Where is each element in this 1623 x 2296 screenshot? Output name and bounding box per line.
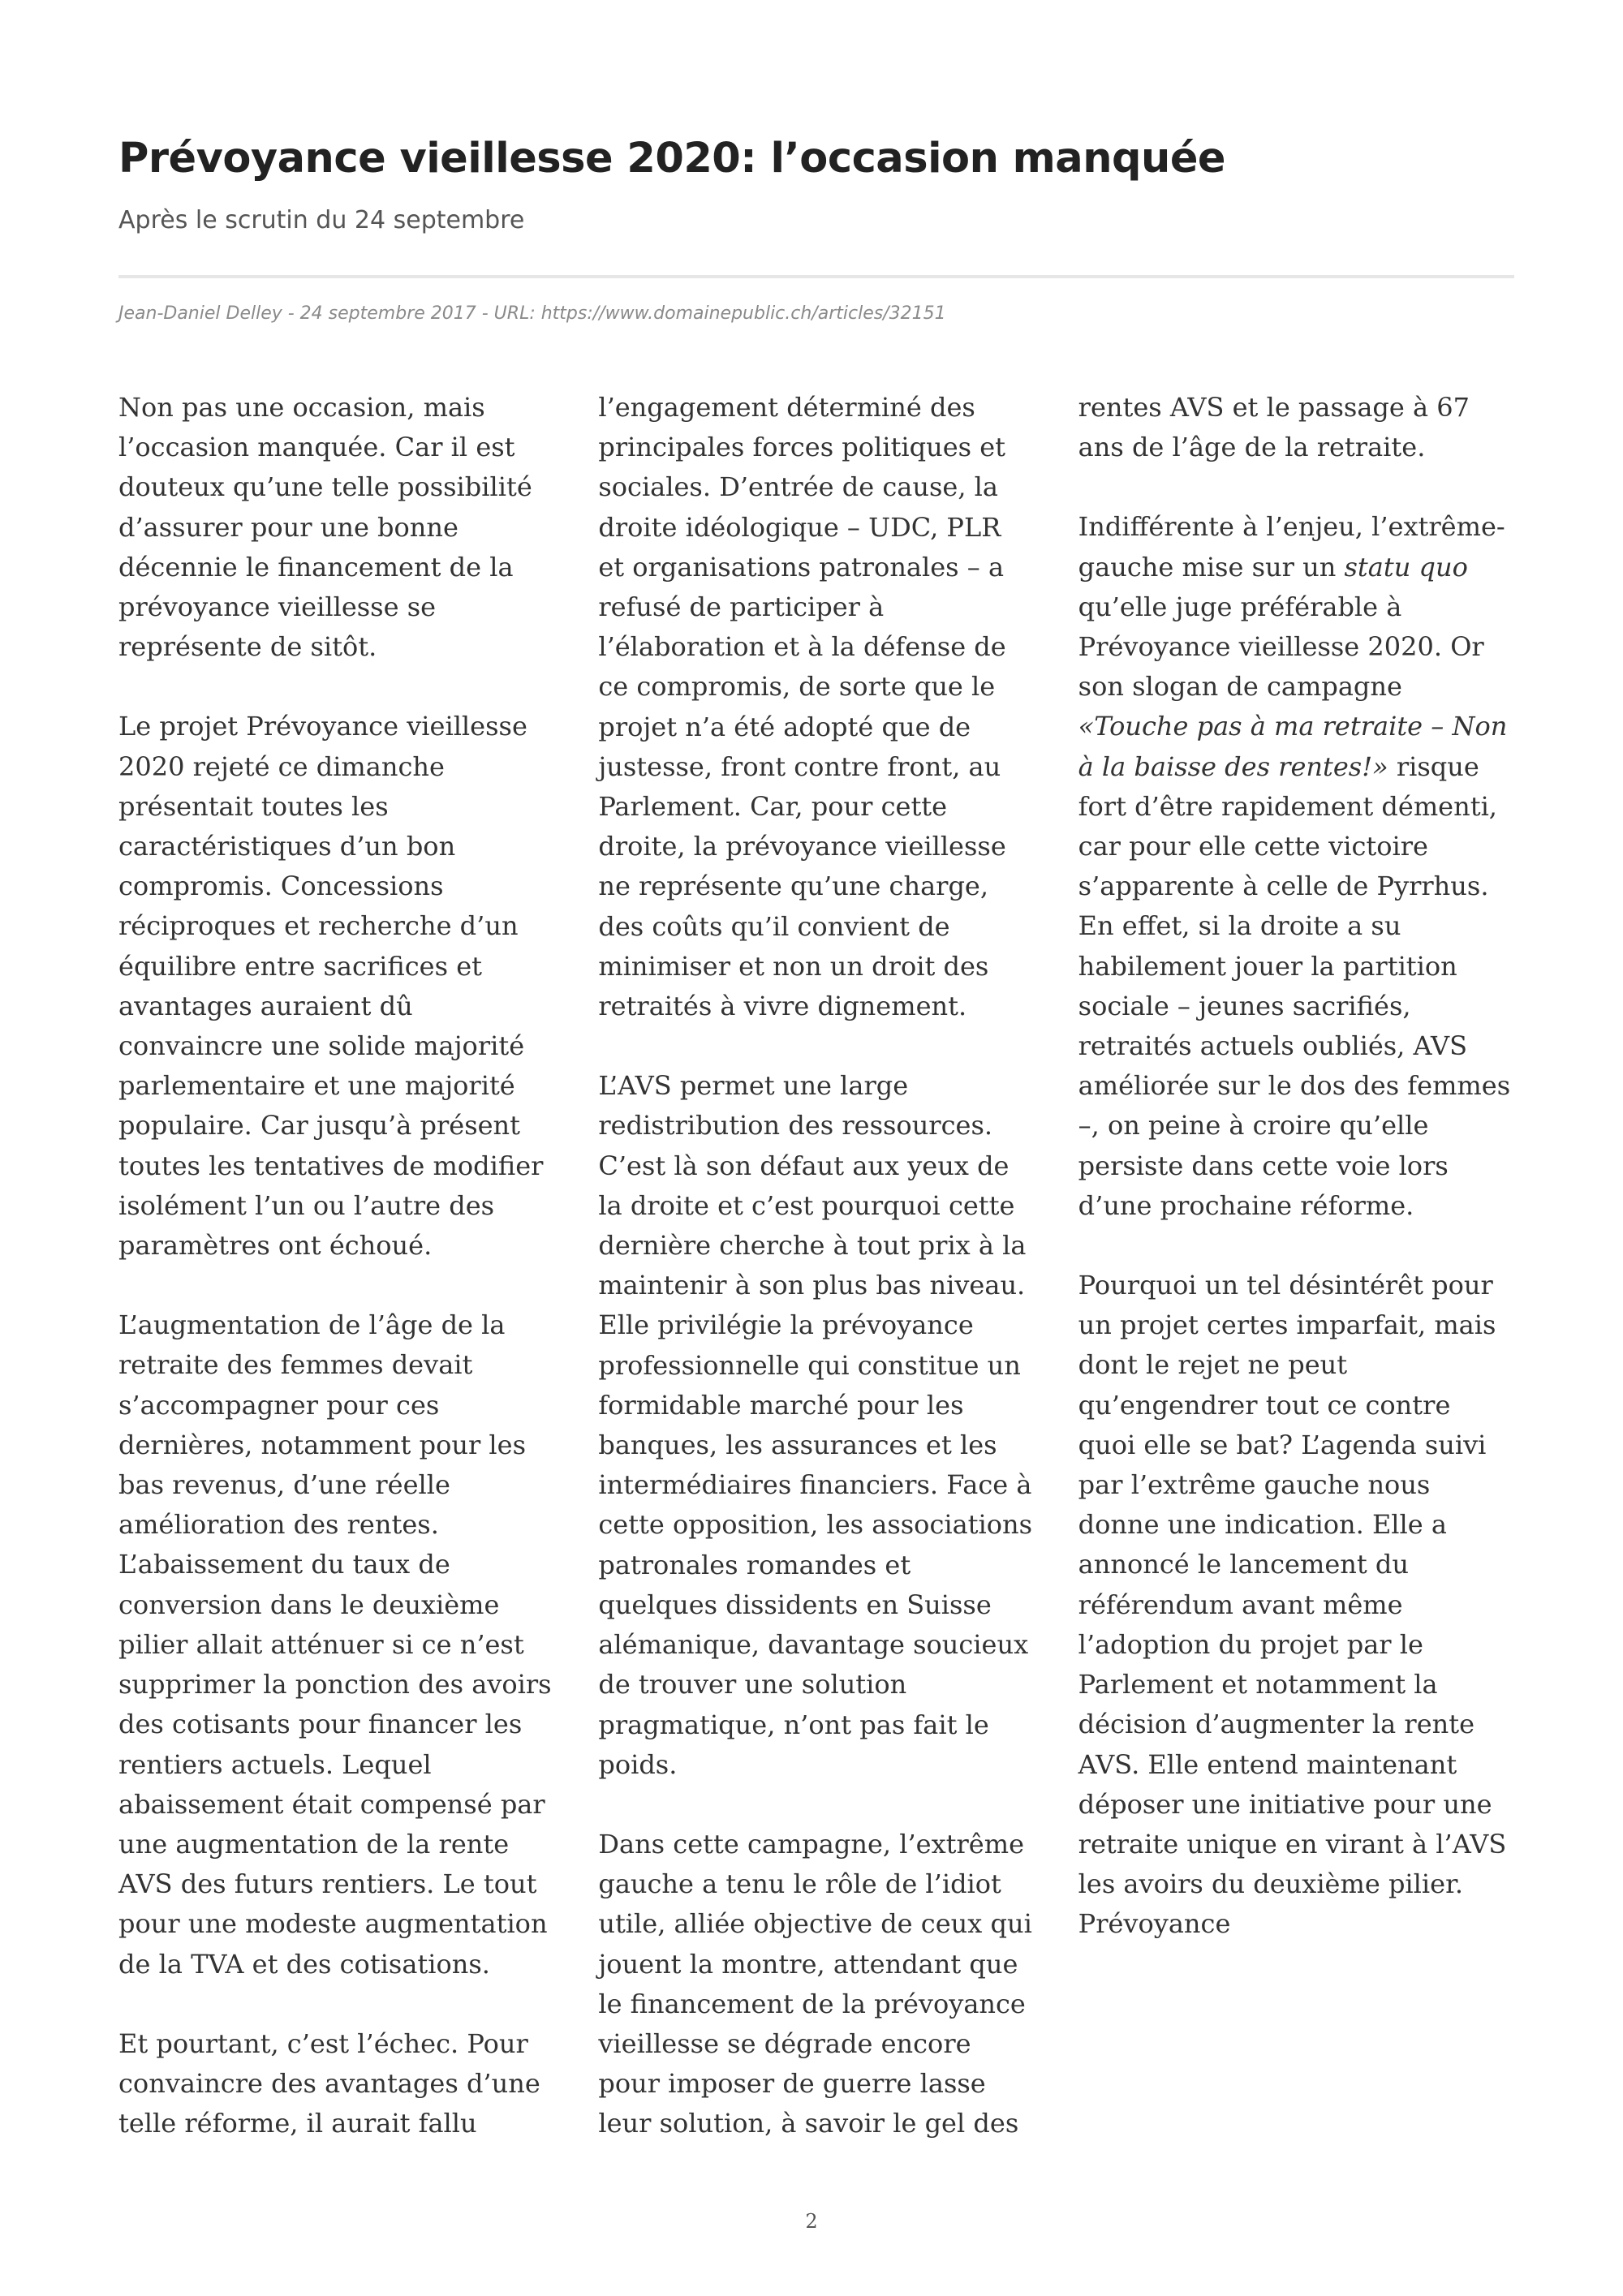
text-run: qu’elle juge préférable à Prévoyance vieillesse 2020. Or son slogan de campagne <box>1078 591 1484 703</box>
article-meta: Jean-Daniel Delley - 24 septembre 2017 - URL: https://www.domainepublic.ch/articles/32151 <box>118 303 946 324</box>
article-title: Prévoyance vieillesse 2020: l’occasion manquée <box>118 135 1226 183</box>
body-paragraph: Non pas une occasion, mais l’occasion manquée. Car il est douteux qu’une telle possibilité d’assurer pour une bonne décennie le financement de la prévoyance vieillesse se représente de sitôt. <box>118 392 532 663</box>
body-paragraph: L’augmentation de l’âge de la retraite des femmes devait s’accompagner pour ces dernières, notamment pour les bas revenus, d’une réelle amélioration des rentes. L’abaissement du taux de conversion dans le deuxième pilier allait atténuer si ce n’est supprimer la ponction des avoirs des cotisants pour financer les rentiers actuels. Lequel abaissement était compensé par une augmentation de la rente AVS des futurs rentiers. Le tout pour une modeste augmentation de la TVA et des cotisations. <box>118 1309 552 1980</box>
article-body <box>118 388 1514 2173</box>
body-paragraph: Et pourtant, c’est l’échec. Pour convaincre des avantages d’une telle réforme, il aurait fallu l’engagement déterminé des principales forces politiques et sociales. D’entrée de cause, la droite idéologique – UDC, PLR et organisations patronales – a refusé de participer à l’élaboration et à la défense de ce compromis, de sorte que le projet n’a été adopté que de justesse, front contre front, au Parlement. Car, pour cette droite, la prévoyance vieillesse ne représente qu’une charge, des coûts qu’il convient de minimiser et non un droit des retraités à vivre dignement. <box>118 392 1006 2139</box>
text-run: Indifférente à l’enjeu, l’extrême-gauche mise sur un <box>1078 511 1505 583</box>
page-number: 2 <box>805 2210 818 2233</box>
body-paragraph: Dans cette campagne, l’extrême gauche a tenu le rôle de l’idiot utile, alliée objective de ceux qui jouent la montre, attendant que le financement de la prévoyance vieillesse se dégrade encore pour imposer de guerre lasse leur solution, à savoir le gel des rentes AVS et le passage à 67 ans de l’âge de la retraite. <box>598 392 1470 2139</box>
campaign-slogan: «Touche pas à ma retraite – Non à la baisse des rentes!» <box>1078 711 1508 782</box>
body-paragraph: L’AVS permet une large redistribution des ressources. C’est là son défaut aux yeux de la droite et c’est pourquoi cette dernière cherche à tout prix à la maintenir à son plus bas niveau. Elle privilégie la prévoyance professionnelle qui constitue un formidable marché pour les banques, les assurances et les intermédiaires financiers. Face à cette opposition, les associations patronales romandes et quelques dissidents en Suisse alémanique, davantage soucieux de trouver une solution pragmatique, n’ont pas fait le poids. <box>598 1070 1033 1780</box>
article-subtitle: Après le scrutin du 24 septembre <box>118 206 525 234</box>
header-divider <box>118 275 1514 278</box>
text-run: risque fort d’être rapidement démenti, car pour elle cette victoire s’apparente à celle de Pyrrhus. En effet, si la droite a su habilement jouer la partition sociale – jeunes sacrifiés, retraités actuels oubliés, AVS améliorée sur le dos des femmes –, on peine à croire qu’elle persiste dans cette voie lors d’une prochaine réforme. <box>1078 750 1511 1221</box>
body-paragraph <box>1078 507 1514 1226</box>
body-paragraph: Le projet Prévoyance vieillesse 2020 rejeté ce dimanche présentait toutes les caractéristiques d’un bon compromis. Concessions réciproques et recherche d’un équilibre entre sacrifices et avantages auraient dû convaincre une solide majorité parlementaire et une majorité populaire. Car jusqu’à présent toutes les tentatives de modifier isolément l’un ou l’autre des paramètres ont échoué. <box>118 711 544 1262</box>
body-paragraph: Pourquoi un tel désintérêt pour un projet certes imparfait, mais dont le rejet ne peut qu’engendrer tout ce contre quoi elle se bat? L’agenda suivi par l’extrême gauche nous donne une indication. Elle a annoncé le lancement du référendum avant même l’adoption du projet par le Parlement et notamment la décision d’augmenter la rente AVS. Elle entend maintenant déposer une initiative pour une retraite unique en virant à l’AVS les avoirs du deuxième pilier. Prévoyance <box>1078 1270 1507 1940</box>
italic-phrase: statu quo <box>1344 551 1468 583</box>
